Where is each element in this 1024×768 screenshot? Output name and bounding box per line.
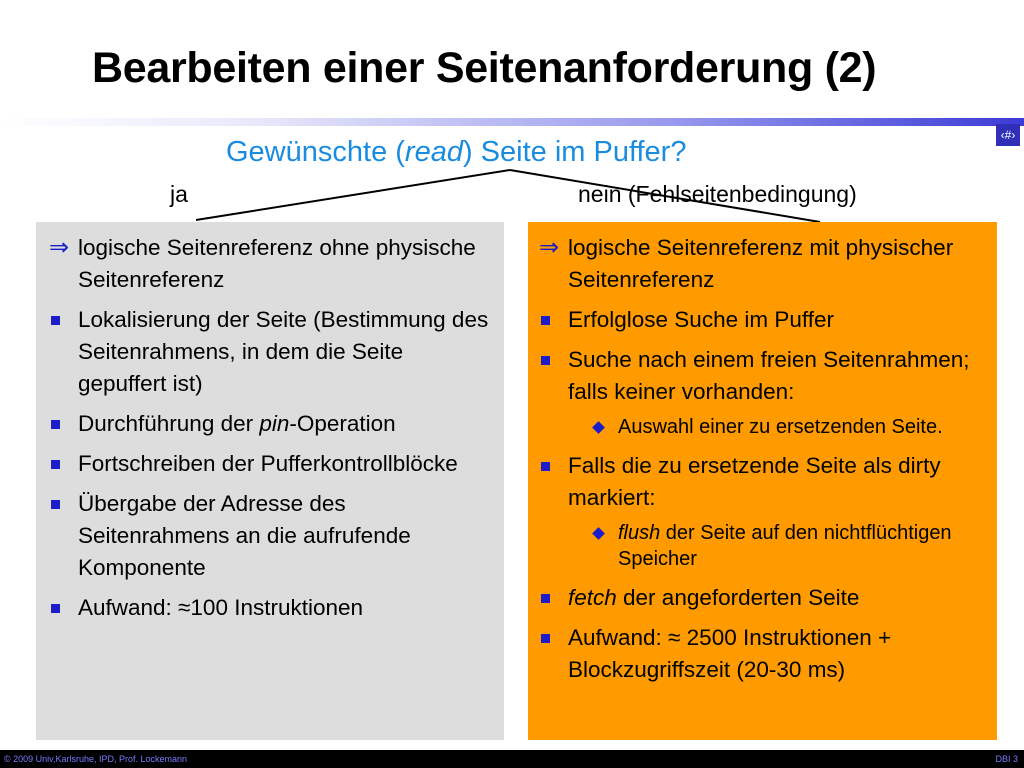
pin-italic: pin (259, 411, 290, 436)
fetch-italic: fetch (568, 585, 617, 610)
slide-number-badge: ‹#› (996, 124, 1020, 146)
right-item-text: Erfolglose Suche im Puffer (568, 307, 834, 332)
square-bullet-icon (51, 460, 60, 469)
square-bullet-icon (541, 634, 550, 643)
square-bullet-icon (541, 316, 550, 325)
implies-arrow-icon: ⇒ (539, 234, 560, 261)
right-sub-text (618, 522, 952, 570)
right-item-dirty (538, 450, 989, 514)
right-item-text: Aufwand: ≈ 2500 Instruktionen + Blockzugriffszeit (20-30 ms) (568, 625, 892, 682)
right-sub-text: Auswahl einer zu ersetzenden Seite. (618, 416, 943, 438)
right-sub-replace (538, 414, 989, 440)
right-sub-flush (538, 520, 989, 572)
left-item-localization (48, 304, 494, 400)
question-before: Gewünschte ( (226, 136, 405, 168)
pin-after: -Operation (289, 411, 396, 436)
square-bullet-icon (541, 462, 550, 471)
square-bullet-icon (51, 604, 60, 613)
right-item-search (538, 304, 989, 336)
footer-slide-id: DBI 3 (995, 754, 1018, 764)
left-item-address (48, 488, 494, 584)
implies-arrow-icon: ⇒ (49, 234, 70, 261)
diamond-bullet-icon (592, 527, 605, 540)
square-bullet-icon (541, 594, 550, 603)
right-panel-page-fault (528, 222, 997, 740)
diamond-bullet-icon (592, 421, 605, 434)
right-item-text (568, 585, 859, 610)
question-italic: read (404, 136, 463, 168)
left-item-text: Aufwand: ≈100 Instruktionen (78, 595, 364, 620)
left-item-control-blocks (48, 448, 494, 480)
right-item-text: Suche nach einem freien Seitenrahmen; falls keiner vorhanden: (568, 347, 970, 404)
flush-after: der Seite auf den nichtflüchtigen Speicher (618, 522, 952, 570)
fetch-after: der angeforderten Seite (616, 585, 860, 610)
question-after: ) Seite im Puffer? (462, 136, 687, 168)
left-item-text: Übergabe der Adresse des Seitenrahmens an die aufrufende Komponente (78, 491, 411, 580)
footer-copyright: © 2009 Univ,Karlsruhe, IPD, Prof. Lockemann (4, 754, 188, 764)
left-item-cost (48, 592, 494, 624)
pin-before: Durchführung der (78, 411, 260, 436)
left-implication (48, 232, 494, 296)
left-item-text (78, 411, 396, 436)
square-bullet-icon (541, 356, 550, 365)
branch-yes-label: ja (170, 181, 188, 207)
branch-line-no (510, 170, 820, 222)
square-bullet-icon (51, 316, 60, 325)
left-item-text: Lokalisierung der Seite (Bestimmung des Seitenrahmens, in dem die Seite gepuffert ist) (78, 307, 489, 396)
left-implication-text: logische Seitenreferenz ohne physische Seitenreferenz (78, 235, 476, 292)
branch-no-label: nein (Fehlseitenbedingung) (578, 181, 857, 207)
left-panel-buffer-hit (36, 222, 504, 740)
left-item-text: Fortschreiben der Pufferkontrollblöcke (78, 451, 458, 476)
square-bullet-icon (51, 500, 60, 509)
right-implication-text: logische Seitenreferenz mit physischer Seitenreferenz (568, 235, 954, 292)
right-item-cost (538, 622, 989, 686)
footer-bar (0, 750, 1024, 768)
right-item-text: Falls die zu ersetzende Seite als dirty markiert: (568, 453, 941, 510)
right-item-free-frame (538, 344, 989, 408)
right-implication (538, 232, 989, 296)
flush-italic: flush (618, 522, 661, 544)
left-item-pin (48, 408, 494, 440)
slide-title: Bearbeiten einer Seitenanforderung (2) (92, 44, 877, 92)
square-bullet-icon (51, 420, 60, 429)
branch-line-yes (196, 170, 510, 220)
right-item-fetch (538, 582, 989, 614)
